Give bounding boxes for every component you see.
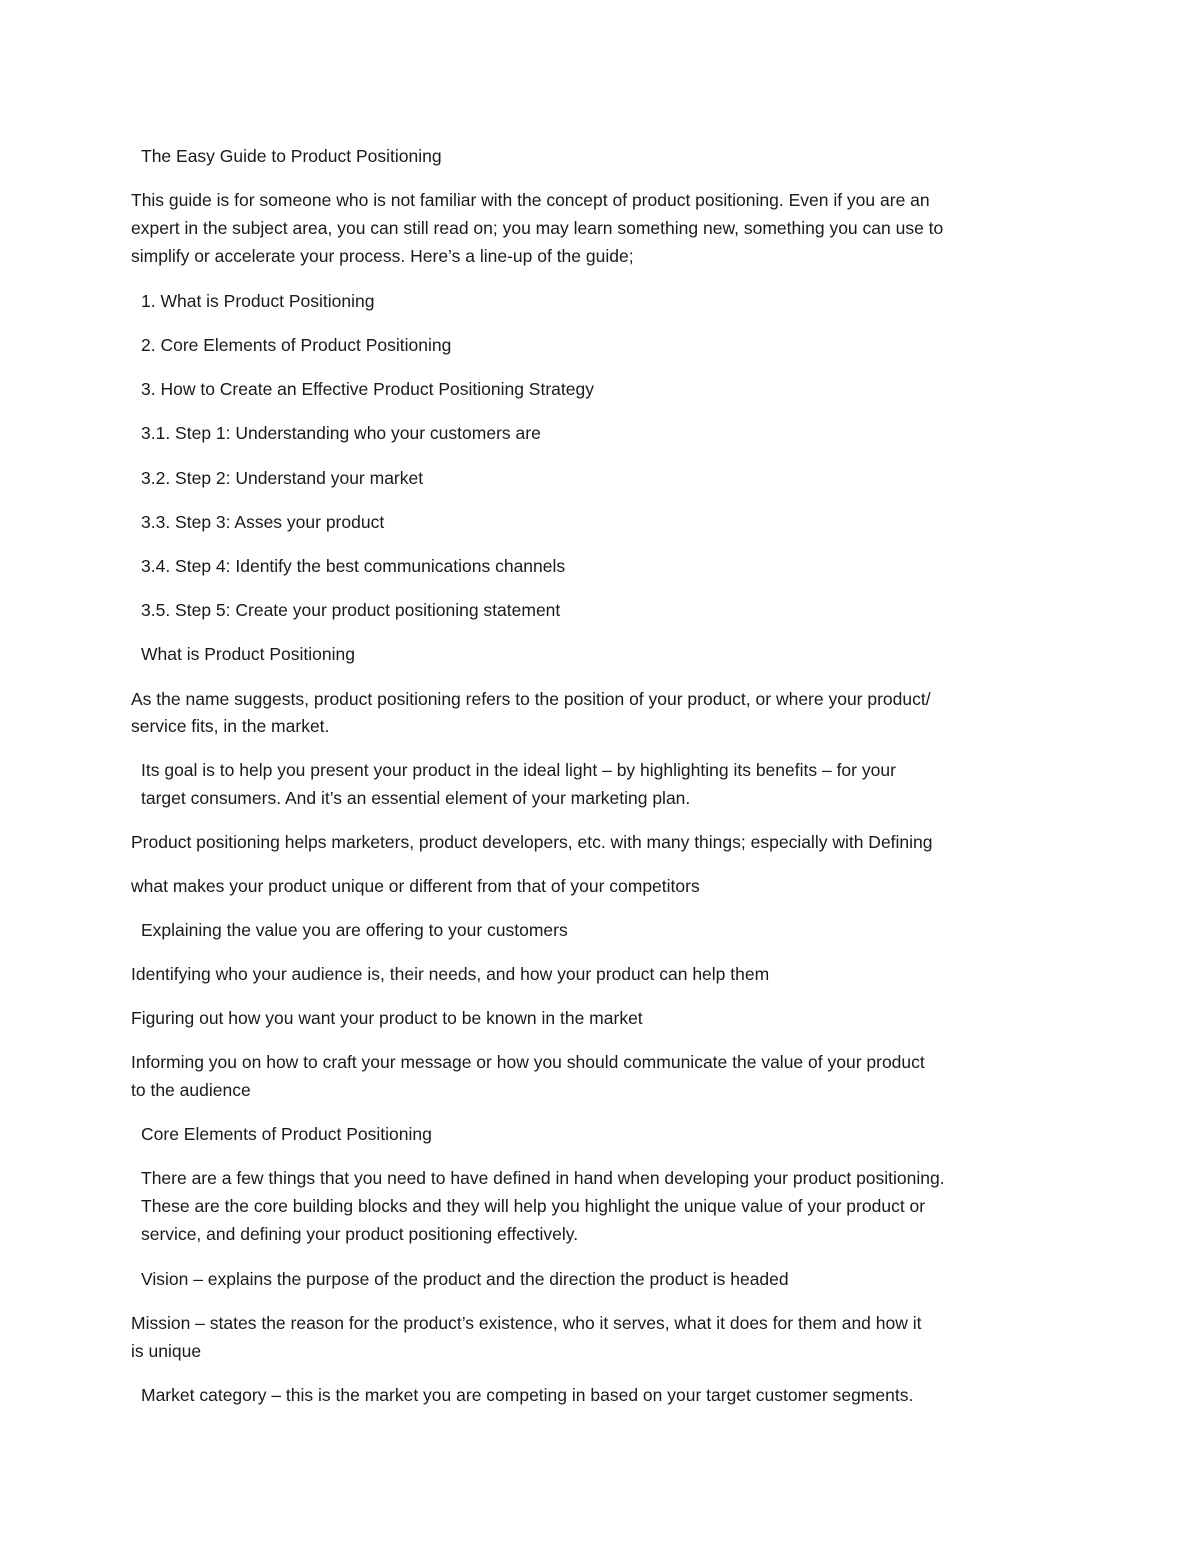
document-title: The Easy Guide to Product Positioning xyxy=(141,146,442,166)
section-heading-what-is: What is Product Positioning xyxy=(141,644,355,664)
paragraph-line: Product positioning helps marketers, product developers, etc. with many things; especially with Defining xyxy=(131,832,933,852)
toc-item: 2. Core Elements of Product Positioning xyxy=(141,335,452,355)
paragraph-line: service fits, in the market. xyxy=(131,716,330,736)
paragraph-line: to the audience xyxy=(131,1080,251,1100)
paragraph-line: Figuring out how you want your product to be known in the market xyxy=(131,1008,643,1028)
paragraph-line: Informing you on how to craft your message or how you should communicate the value of your product xyxy=(131,1052,925,1072)
paragraph-line: Market category – this is the market you are competing in based on your target customer segments. xyxy=(141,1385,914,1405)
toc-item: 3. How to Create an Effective Product Positioning Strategy xyxy=(141,379,594,399)
paragraph-line: Explaining the value you are offering to your customers xyxy=(141,920,568,940)
paragraph-line: As the name suggests, product positioning refers to the position of your product, or where your product/ xyxy=(131,689,931,709)
paragraph-line: what makes your product unique or different from that of your competitors xyxy=(131,876,700,896)
intro-line-1: This guide is for someone who is not familiar with the concept of product positioning. Even if you are an xyxy=(131,190,930,210)
intro-line-3: simplify or accelerate your process. Here’s a line-up of the guide; xyxy=(131,246,634,266)
toc-item: 3.4. Step 4: Identify the best communications channels xyxy=(141,556,566,576)
section-heading-core-elements: Core Elements of Product Positioning xyxy=(141,1124,432,1144)
paragraph-line: These are the core building blocks and they will help you highlight the unique value of your product or xyxy=(141,1196,926,1216)
toc-item: 3.1. Step 1: Understanding who your customers are xyxy=(141,423,541,443)
paragraph-line: Its goal is to help you present your product in the ideal light – by highlighting its benefits – for your xyxy=(141,760,896,780)
paragraph-line: target consumers. And it’s an essential element of your marketing plan. xyxy=(141,788,691,808)
intro-line-2: expert in the subject area, you can still read on; you may learn something new, something you can use to xyxy=(131,218,944,238)
toc-item: 3.5. Step 5: Create your product positioning statement xyxy=(141,600,561,620)
paragraph-line: Mission – states the reason for the product’s existence, who it serves, what it does for them and how it xyxy=(131,1313,922,1333)
toc-item: 3.3. Step 3: Asses your product xyxy=(141,512,385,532)
paragraph-line: There are a few things that you need to have defined in hand when developing your product positioning. xyxy=(141,1168,945,1188)
paragraph-line: Identifying who your audience is, their needs, and how your product can help them xyxy=(131,964,770,984)
paragraph-line: is unique xyxy=(131,1341,202,1361)
paragraph-line: service, and defining your product positioning effectively. xyxy=(141,1224,579,1244)
paragraph-line: Vision – explains the purpose of the product and the direction the product is headed xyxy=(141,1269,789,1289)
toc-item: 1. What is Product Positioning xyxy=(141,291,375,311)
toc-item: 3.2. Step 2: Understand your market xyxy=(141,468,424,488)
